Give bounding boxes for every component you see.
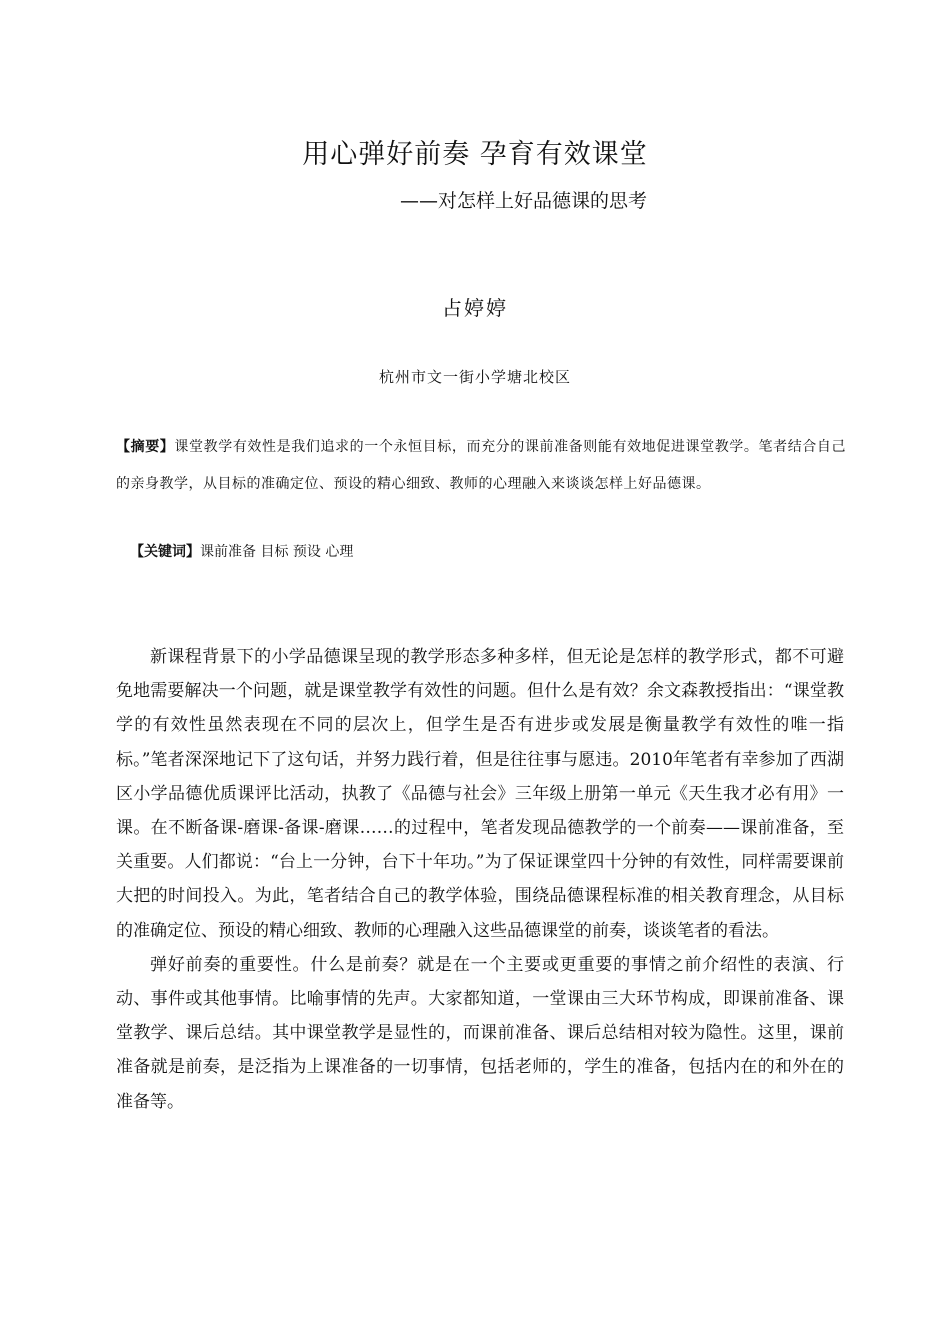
abstract-label: 【摘要】 [116,439,175,455]
body-text [116,640,844,1119]
keywords [130,541,353,561]
keywords-text: 课前准备 目标 预设 心理 [200,544,354,560]
keywords-label: 【关键词】 [130,544,200,560]
abstract [116,429,846,503]
paragraph: 新课程背景下的小学品德课呈现的教学形态多种多样，但无论是怎样的教学形式，都不可避免地需要解决一个问题，就是课堂教学有效性的问题。但什么是有效？余文森教授指出：“课堂教学的有效性虽然表现在不同的层次上，但学生是否有进步或发展是衡量教学有效性的唯一指标。”笔者深深地记下了这句话，并努力践行着，但是往往事与愿违。2010年笔者有幸参加了西湖区小学品德优质课评比活动，执教了《品德与社会》三年级上册第一单元《天生我才必有用》一课。在不断备课-磨课-备课-磨课……的过程中，笔者发现品德教学的一个前奏——课前准备，至关重要。人们都说：“台上一分钟，台下十年功。”为了保证课堂四十分钟的有效性，同样需要课前大把的时间投入。为此，笔者结合自己的教学体验，围绕品德课程标准的相关教育理念，从目标的准确定位、预设的精心细致、教师的心理融入这些品德课堂的前奏，谈谈笔者的看法。 [116,647,844,941]
author-name: 占婷婷 [442,296,508,320]
document-title: 用心弹好前奏 孕育有效课堂 [302,139,648,170]
document-subtitle: ——对怎样上好品德课的思考 [400,190,648,212]
author-affiliation: 杭州市文一街小学塘北校区 [378,368,571,386]
paragraph: 弹好前奏的重要性。什么是前奏？就是在一个主要或更重要的事情之前介绍性的表演、行动、事件或其他事情。比喻事情的先声。大家都知道，一堂课由三大环节构成，即课前准备、课堂教学、课后总结。其中课堂教学是显性的，而课前准备、课后总结相对较为隐性。这里，课前准备就是前奏，是泛指为上课准备的一切事情，包括老师的，学生的准备，包括内在的和外在的准备等。 [116,954,844,1112]
abstract-text: 课堂教学有效性是我们追求的一个永恒目标，而充分的课前准备则能有效地促进课堂教学。笔者结合自己的亲身教学，从目标的准确定位、预设的精心细致、教师的心理融入来谈谈怎样上好品德课。 [116,439,847,492]
